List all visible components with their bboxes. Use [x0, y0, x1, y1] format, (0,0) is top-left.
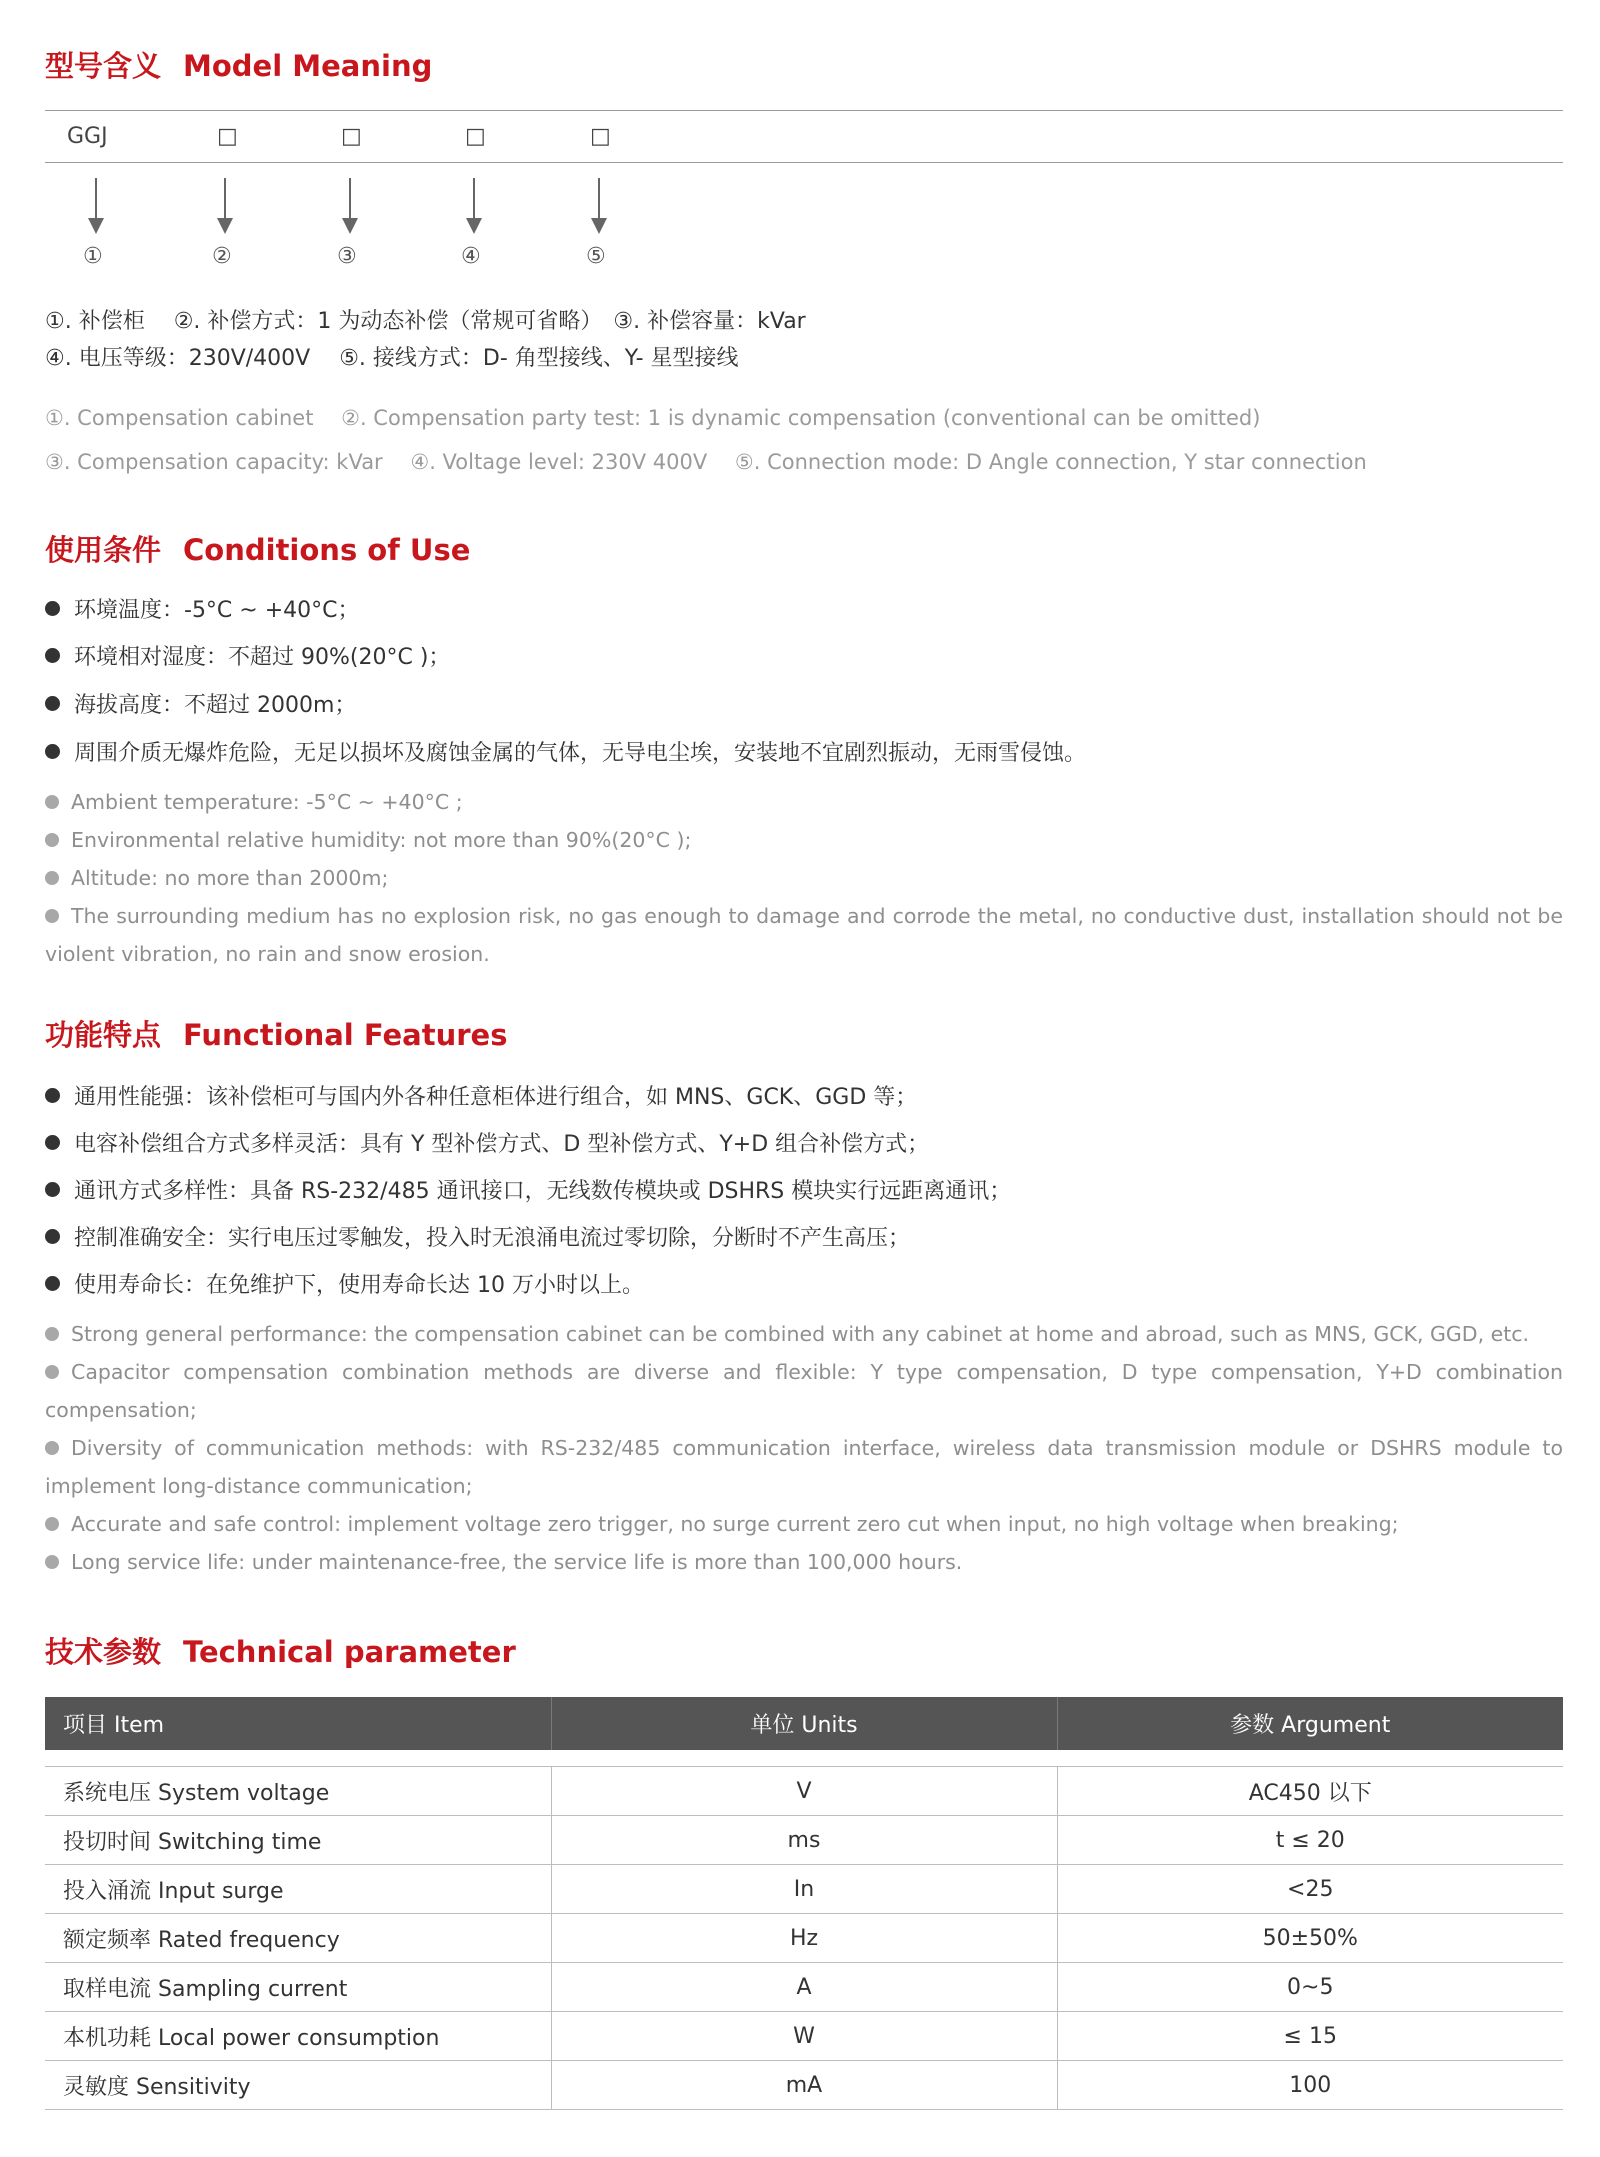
bullet-text: Long service life: under maintenance-free, the service life is more than 100,000 hours. [71, 1550, 963, 1574]
column-header-units: 单位 Units [551, 1697, 1057, 1750]
column-header-item: 项目 Item [45, 1697, 551, 1750]
bullet-item-en [45, 1429, 1563, 1505]
section-title-model-meaning [45, 44, 432, 85]
table-row [45, 1914, 1563, 1963]
marker-5: ⑤ [586, 244, 606, 269]
model-code-base: GGJ [67, 124, 108, 149]
cell-units: W [551, 2012, 1057, 2061]
bullet-icon [45, 1182, 60, 1197]
bullet-text: The surrounding medium has no explosion risk, no gas enough to damage and corrode the metal, no conductive dust, installation should not be violent vibration, no rain and snow erosion. [45, 904, 1563, 966]
divider [45, 162, 1563, 163]
cell-units: V [551, 1767, 1057, 1816]
bullet-text: Environmental relative humidity: not more than 90%(20°C ); [71, 828, 692, 852]
bullet-item [45, 1268, 644, 1299]
bullet-text: Ambient temperature: -5°C ~ +40°C ; [71, 790, 463, 814]
cell-item: 系统电压 System voltage [45, 1767, 551, 1816]
title-en: Conditions of Use [183, 533, 471, 567]
bullet-text: 海拔高度：不超过 2000m； [74, 693, 357, 718]
table-header-row [45, 1697, 1563, 1750]
cell-argument: <25 [1057, 1865, 1563, 1914]
bullet-icon [45, 871, 59, 885]
cell-item: 灵敏度 Sensitivity [45, 2061, 551, 2110]
arrow-down-icon [464, 178, 484, 236]
table-row [45, 2061, 1563, 2110]
cell-item: 取样电流 Sampling current [45, 1963, 551, 2012]
bullet-icon [45, 648, 60, 663]
bullet-text: Accurate and safe control: implement voltage zero trigger, no surge current zero cut when input, no high voltage when breaking; [71, 1512, 1399, 1536]
bullet-item-en [45, 1315, 1563, 1353]
model-code-box-4: □ [590, 124, 611, 149]
parameter-table [45, 1697, 1563, 2110]
bullet-icon [45, 1365, 59, 1379]
cell-argument: t ≤ 20 [1057, 1816, 1563, 1865]
title-zh: 使用条件 [45, 533, 162, 567]
arrow-down-icon [589, 178, 609, 236]
title-en: Model Meaning [183, 49, 433, 83]
cell-item: 额定频率 Rated frequency [45, 1914, 551, 1963]
bullet-text: 环境温度：-5°C ~ +40°C； [74, 598, 360, 623]
title-en: Technical parameter [183, 1635, 516, 1669]
bullet-item [45, 688, 356, 719]
cell-argument: AC450 以下 [1057, 1767, 1563, 1816]
cell-argument: ≤ 15 [1057, 2012, 1563, 2061]
bullet-text: 使用寿命长：在免维护下，使用寿命长达 10 万小时以上。 [74, 1273, 644, 1298]
table-row [45, 1816, 1563, 1865]
bullet-icon [45, 1441, 59, 1455]
section-title-features [45, 1013, 507, 1054]
cell-units: In [551, 1865, 1057, 1914]
bullet-text: 通用性能强：该补偿柜可与国内外各种任意柜体进行组合，如 MNS、GCK、GGD 等； [74, 1085, 918, 1110]
bullet-text: Altitude: no more than 2000m; [71, 866, 389, 890]
cell-units: mA [551, 2061, 1057, 2110]
cell-argument: 100 [1057, 2061, 1563, 2110]
bullet-item [45, 593, 360, 624]
bullet-text: 环境相对湿度：不超过 90%(20°C )； [74, 645, 451, 670]
bullet-text: 控制准确安全：实行电压过零触发，投入时无浪涌电流过零切除，分断时不产生高压； [74, 1226, 911, 1251]
table-row [45, 1865, 1563, 1914]
bullet-text: 周围介质无爆炸危险，无足以损坏及腐蚀金属的气体，无导电尘埃，安装地不宜剧烈振动，无雨雪侵蚀。 [74, 741, 1087, 766]
title-zh: 技术参数 [45, 1635, 162, 1669]
bullet-icon [45, 909, 59, 923]
table-row [45, 1963, 1563, 2012]
bullet-item-en [45, 783, 1563, 821]
bullet-item-en [45, 859, 1563, 897]
bullet-icon [45, 601, 60, 616]
bullet-icon [45, 1517, 59, 1531]
bullet-text: Capacitor compensation combination methods are diverse and flexible: Y type compensation, D type compensation, Y+D combination compensation; [45, 1360, 1563, 1422]
table-row [45, 2012, 1563, 2061]
arrow-down-icon [86, 178, 106, 236]
marker-4: ④ [461, 244, 481, 269]
cell-units: ms [551, 1816, 1057, 1865]
bullet-item [45, 640, 450, 671]
bullet-icon [45, 1327, 59, 1341]
model-en-line-1: ①. Compensation cabinet ②. Compensation party test: 1 is dynamic compensation (conventional can be omitted) [45, 406, 1261, 430]
bullet-item [45, 1174, 1011, 1205]
bullet-text: 电容补偿组合方式多样灵活：具有 Y 型补偿方式、D 型补偿方式、Y+D 组合补偿方式； [74, 1132, 930, 1157]
title-zh: 型号含义 [45, 49, 162, 83]
model-en-line-2: ③. Compensation capacity: kVar ④. Voltage level: 230V 400V ⑤. Connection mode: D Angle connection, Y star connection [45, 450, 1367, 474]
bullet-text: Strong general performance: the compensation cabinet can be combined with any cabinet at home and abroad, such as MNS, GCK, GGD, etc. [71, 1322, 1530, 1346]
cell-argument: 50±50% [1057, 1914, 1563, 1963]
bullet-item [45, 1127, 929, 1158]
bullet-icon [45, 1276, 60, 1291]
bullet-icon [45, 696, 60, 711]
model-zh-line-2: ④. 电压等级：230V/400V ⑤. 接线方式：D- 角型接线、Y- 星型接线 [45, 346, 739, 371]
divider [45, 110, 1563, 111]
model-zh-line-1: ①. 补偿柜 ②. 补偿方式：1 为动态补偿（常规可省略） ③. 补偿容量：kVar [45, 309, 806, 334]
table-row [45, 1767, 1563, 1816]
bullet-icon [45, 744, 60, 759]
bullet-item-en [45, 821, 1563, 859]
marker-1: ① [83, 244, 103, 269]
bullet-icon [45, 1088, 60, 1103]
bullet-item-en [45, 1543, 1563, 1581]
bullet-item-en [45, 1505, 1563, 1543]
bullet-icon [45, 833, 59, 847]
cell-units: A [551, 1963, 1057, 2012]
bullet-icon [45, 795, 59, 809]
title-en: Functional Features [183, 1018, 508, 1052]
bullet-item-en [45, 1353, 1563, 1429]
column-header-argument: 参数 Argument [1057, 1697, 1563, 1750]
marker-3: ③ [337, 244, 357, 269]
cell-item: 投切时间 Switching time [45, 1816, 551, 1865]
section-title-technical [45, 1630, 516, 1671]
bullet-text: Diversity of communication methods: with RS-232/485 communication interface, wireless data transmission module or DSHRS module to implement long-distance communication; [45, 1436, 1563, 1498]
marker-2: ② [212, 244, 232, 269]
cell-argument: 0~5 [1057, 1963, 1563, 2012]
bullet-text: 通讯方式多样性：具备 RS-232/485 通讯接口，无线数传模块或 DSHRS 模块实行远距离通讯； [74, 1179, 1012, 1204]
arrow-down-icon [340, 178, 360, 236]
cell-item: 投入涌流 Input surge [45, 1865, 551, 1914]
model-code-box-3: □ [465, 124, 486, 149]
model-code-box-1: □ [217, 124, 238, 149]
bullet-item [45, 1221, 910, 1252]
bullet-icon [45, 1135, 60, 1150]
bullet-item [45, 1080, 917, 1111]
model-code-box-2: □ [341, 124, 362, 149]
title-zh: 功能特点 [45, 1018, 162, 1052]
bullet-icon [45, 1229, 60, 1244]
section-title-conditions [45, 528, 470, 569]
cell-item: 本机功耗 Local power consumption [45, 2012, 551, 2061]
bullet-icon [45, 1555, 59, 1569]
arrow-down-icon [215, 178, 235, 236]
cell-units: Hz [551, 1914, 1057, 1963]
bullet-item [45, 736, 1086, 767]
bullet-item-en [45, 897, 1563, 973]
